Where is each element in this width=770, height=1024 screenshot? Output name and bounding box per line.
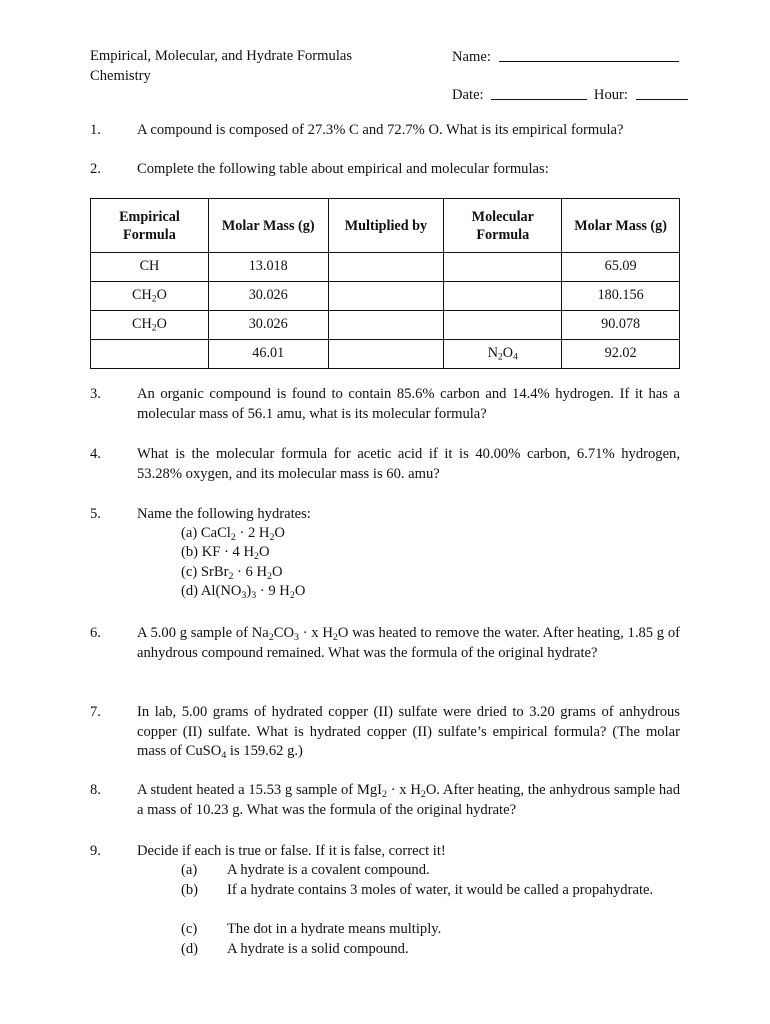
cell-empirical[interactable]: [91, 340, 209, 369]
cell-molecular[interactable]: $N_2O_4$: [444, 340, 562, 369]
header-molar-mass-2: Molar Mass (g): [562, 199, 680, 253]
q5-item-a: (a) CaCl$_2$ · 2 $H_2O$: [181, 525, 285, 543]
hour-label: Hour:: [593, 87, 628, 103]
q9-item-c-label: (c): [181, 921, 198, 937]
cell-mass1: 46.01: [208, 340, 328, 369]
date-hour-row: [452, 85, 688, 106]
cell-mass2: 65.09: [562, 253, 680, 282]
cell-empirical[interactable]: $CH_2O$: [91, 311, 209, 340]
q9-item-a-text: A hydrate is a covalent compound.: [227, 862, 430, 878]
cell-mass1: 30.026: [208, 282, 328, 311]
name-label: Name:: [452, 49, 491, 65]
date-label: Date:: [452, 87, 484, 103]
q9-number: 9.: [90, 843, 101, 859]
table-header-row: [91, 199, 680, 253]
q6-number: 6.: [90, 625, 101, 641]
subject-label: Chemistry: [90, 68, 151, 84]
q9-item-a-label: (a): [181, 862, 198, 878]
cell-multiplied[interactable]: [328, 282, 444, 311]
table-row: [91, 340, 680, 369]
q5-item-d: (d) $Al(NO_3)_3 \cdot 9$ $H_2O$: [181, 583, 306, 601]
table-row: [91, 282, 680, 311]
q5-item-c: (c) SrBr$_2$ · 6 $H_2O$: [181, 564, 283, 582]
hour-blank[interactable]: [636, 85, 688, 100]
cell-molecular[interactable]: [444, 311, 562, 340]
q1-number: 1.: [90, 122, 101, 138]
formula-table: [90, 198, 680, 369]
q2-number: 2.: [90, 161, 101, 177]
cell-empirical[interactable]: CH: [91, 253, 209, 282]
header-molar-mass-1: Molar Mass (g): [208, 199, 328, 253]
table-row: [91, 253, 680, 282]
q7-number: 7.: [90, 704, 101, 720]
q9-item-b-label: (b): [181, 882, 199, 898]
q3-text: An organic compound is found to contain 85.6% carbon and 14.4% hydrogen. If it has a molecular mass of 56.1 amu, what is its molecular formula?: [137, 386, 680, 422]
name-row: [452, 47, 679, 68]
q2-text: Complete the following table about empirical and molecular formulas:: [137, 161, 549, 177]
q9-item-b-text: If a hydrate contains 3 moles of water, it would be called a propahydrate.: [227, 882, 654, 898]
cell-empirical[interactable]: $CH_2O$: [91, 282, 209, 311]
cell-molecular[interactable]: [444, 253, 562, 282]
q1-text: A compound is composed of 27.3% C and 72.7% O. What is its empirical formula?: [137, 122, 624, 138]
cell-molecular[interactable]: [444, 282, 562, 311]
q9-text: Decide if each is true or false. If it is false, correct it!: [137, 843, 446, 859]
cell-multiplied[interactable]: [328, 340, 444, 369]
cell-multiplied[interactable]: [328, 311, 444, 340]
q7-text: In lab, 5.00 grams of hydrated copper (II) sulfate were dried to 3.20 grams of anhydrous copper (II) sulfate. What is hydrated copper (II) sulfate’s empirical formula? (The molar mass of CuSO$_4$ is 159.62 g.): [137, 704, 680, 761]
q3-number: 3.: [90, 386, 101, 402]
cell-multiplied[interactable]: [328, 253, 444, 282]
q9-item-d-label: (d): [181, 941, 199, 957]
q5-text: Name the following hydrates:: [137, 506, 311, 522]
header-multiplied-by: Multiplied by: [328, 199, 444, 253]
q9-item-c-text: The dot in a hydrate means multiply.: [227, 921, 442, 937]
cell-mass1: 30.026: [208, 311, 328, 340]
worksheet-title: Empirical, Molecular, and Hydrate Formulas: [90, 48, 353, 64]
q4-number: 4.: [90, 446, 101, 462]
q5-item-b: (b) KF · 4 $H_2O$: [181, 544, 270, 562]
header-molecular-formula: Molecular Formula: [444, 199, 562, 253]
cell-mass2: 90.078: [562, 311, 680, 340]
q8-text: A student heated a 15.53 g sample of MgI$_2$ · x $H_2O$. After heating, the anhydrous sample had a mass of 10.23 g. What was the formula of the original hydrate?: [137, 782, 680, 818]
q8-number: 8.: [90, 782, 101, 798]
cell-mass2: 180.156: [562, 282, 680, 311]
cell-mass2: 92.02: [562, 340, 680, 369]
q9-item-d-text: A hydrate is a solid compound.: [227, 941, 409, 957]
q4-text: What is the molecular formula for acetic acid if it is 40.00% carbon, 6.71% hydrogen, 53.28% oxygen, and its molecular mass is 60. amu?: [137, 446, 680, 482]
header-empirical-formula: Empirical Formula: [91, 199, 209, 253]
cell-mass1: 13.018: [208, 253, 328, 282]
name-blank[interactable]: [499, 47, 679, 62]
q5-number: 5.: [90, 506, 101, 522]
q6-text: A 5.00 g sample of $Na_2CO_3 \cdot x$ $H_2O$ was heated to remove the water. After heating, 1.85 g of anhydrous compound remained. What was the formula of the original hydrate?: [137, 625, 680, 661]
table-row: [91, 311, 680, 340]
date-blank[interactable]: [491, 85, 587, 100]
